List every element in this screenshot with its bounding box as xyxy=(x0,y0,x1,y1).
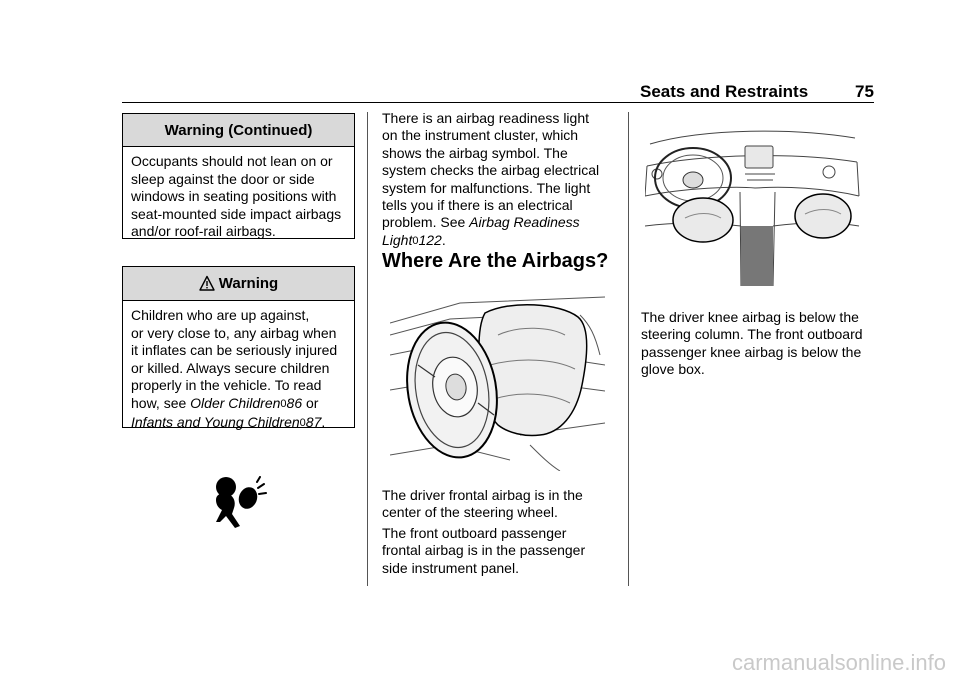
watermark-link[interactable]: carmanualsonline.info xyxy=(731,650,946,675)
text-fragment: . xyxy=(441,231,446,248)
text-line: or very close to, any airbag when xyxy=(131,324,337,341)
section-title: Seats and Restraints xyxy=(640,82,809,101)
text-line: seat-mounted side impact airbags xyxy=(131,205,342,222)
column-divider-2 xyxy=(628,112,629,586)
section-heading: Where Are the Airbags? xyxy=(382,250,609,272)
warning-continued-title: Warning (Continued) xyxy=(123,114,354,147)
text-line: system for malfunctions. The light xyxy=(382,179,591,196)
xref-icon: 0 xyxy=(412,234,419,247)
text-line: glove box. xyxy=(641,361,705,378)
text-line: center of the steering wheel. xyxy=(382,504,558,521)
text-line: Children who are up against, xyxy=(131,307,310,323)
text-line: or killed. Always secure children xyxy=(131,359,330,376)
text-line: properly in the vehicle. To read xyxy=(131,377,322,394)
text-line: steering column. The front outboard xyxy=(641,326,863,343)
text-line: Occupants should not lean on or xyxy=(131,153,333,169)
text-line: There is an airbag readiness light xyxy=(382,110,590,126)
text-line: The front outboard passenger xyxy=(382,525,567,541)
warning-continued-box xyxy=(122,113,355,239)
warning-body xyxy=(123,301,354,440)
airbag-readiness-paragraph xyxy=(382,110,622,250)
text-line: The driver frontal airbag is in the xyxy=(382,487,583,503)
xref-icon: 0 xyxy=(299,416,306,429)
page-ref[interactable]: 87 xyxy=(305,413,322,430)
warning-continued-body xyxy=(123,147,354,249)
driver-airbag-illustration xyxy=(390,295,605,471)
link-airbag-readiness-light[interactable]: Airbag Readiness xyxy=(469,214,580,231)
text-line: side instrument panel. xyxy=(382,559,519,576)
link-infants-young-children[interactable]: Infants and Young Children xyxy=(131,413,300,430)
link-older-children[interactable]: Older Children xyxy=(190,394,281,411)
knee-airbag-paragraph xyxy=(641,309,881,379)
warning-box xyxy=(122,266,355,428)
warning-title-text: Warning xyxy=(218,275,279,292)
text-line: windows in seating positions with xyxy=(131,188,337,205)
text-line: passenger knee airbag is below the xyxy=(641,343,862,360)
text-line xyxy=(131,395,346,414)
page-ref[interactable]: 122 xyxy=(418,231,442,248)
header-rule xyxy=(122,102,874,103)
column-divider-1 xyxy=(367,112,368,586)
text-fragment: . xyxy=(321,413,326,430)
text-line xyxy=(382,214,622,231)
text-line xyxy=(131,414,346,433)
text-line: shows the airbag symbol. The xyxy=(382,144,568,161)
text-line: and/or roof-rail airbags. xyxy=(131,223,276,240)
text-line: on the instrument cluster, which xyxy=(382,127,579,144)
page-ref[interactable]: 86 xyxy=(286,394,303,411)
link-airbag-readiness-light-cont[interactable]: Light xyxy=(382,231,413,248)
warning-title xyxy=(123,267,354,301)
text-fragment: how, see xyxy=(131,394,191,411)
knee-airbag-illustration xyxy=(645,126,860,286)
text-line: frontal airbag is in the passenger xyxy=(382,542,586,559)
page-number: 75 xyxy=(855,82,874,101)
text-line xyxy=(382,232,622,250)
xref-icon: 0 xyxy=(280,397,287,410)
text-fragment: problem. See xyxy=(382,214,470,231)
passenger-airbag-paragraph xyxy=(382,525,622,577)
text-line: sleep against the door or side xyxy=(131,170,315,187)
text-line: tells you if there is an electrical xyxy=(382,197,573,214)
airbag-symbol-icon xyxy=(212,476,270,528)
driver-airbag-paragraph xyxy=(382,487,622,522)
text-line: it inflates can be seriously injured xyxy=(131,342,338,359)
text-line: The driver knee airbag is below the xyxy=(641,309,859,325)
text-line: system checks the airbag electrical xyxy=(382,162,600,179)
text-fragment: or xyxy=(302,394,319,411)
warning-icon xyxy=(199,275,215,292)
